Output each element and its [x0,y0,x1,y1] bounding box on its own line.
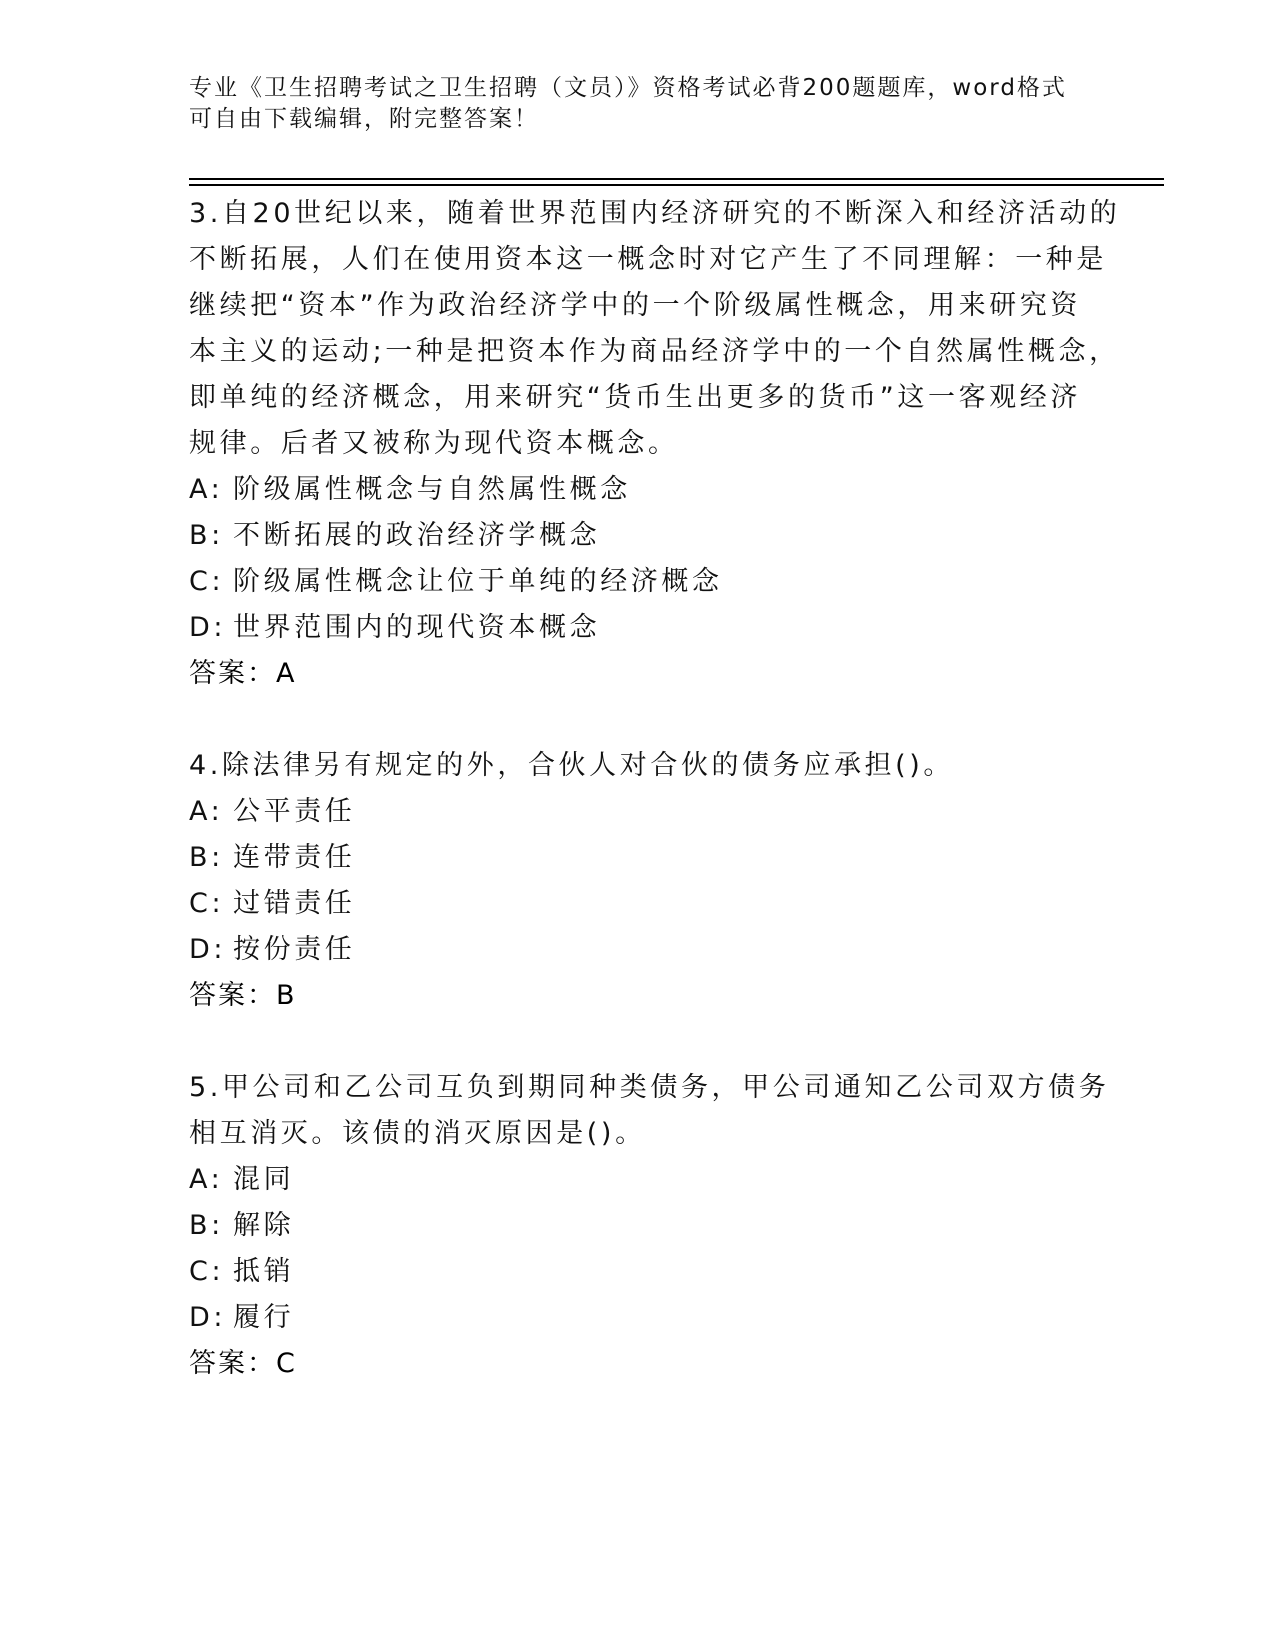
question-3 [189,191,1121,697]
header-line: 可自由下载编辑，附完整答案！ [189,106,539,132]
option-d [189,1295,1089,1341]
question-line: 5.甲公司和乙公司互负到期同种类债务，甲公司通知乙公司双方债务 [189,1072,1110,1103]
answer: 答案：B [189,980,297,1011]
option-letter: B: [189,520,224,551]
question-spacer [189,697,1089,743]
option-letter: C: [189,1256,225,1287]
option-text: 履行 [233,1302,295,1333]
option-a [189,467,1089,513]
option-letter: A: [189,796,224,827]
option-text: 解除 [233,1210,295,1241]
option-a [189,1157,1089,1203]
option-d [189,927,1089,973]
option-letter: D: [189,612,227,643]
answer: 答案：C [189,1348,297,1379]
question-line: 本主义的运动;一种是把资本作为商品经济学中的一个自然属性概念， [189,336,1120,367]
option-letter: D: [189,1302,227,1333]
option-c [189,881,1089,927]
option-text: 阶级属性概念与自然属性概念 [233,474,631,505]
option-text: 过错责任 [233,888,356,919]
option-letter: D: [189,934,227,965]
option-letter: A: [189,474,224,505]
document-header [189,73,1069,135]
option-text: 按份责任 [233,934,356,965]
option-letter: C: [189,888,225,919]
answer: 答案：A [189,658,297,689]
question-line: 继续把“资本”作为政治经济学中的一个阶级属性概念，用来研究资 [189,290,1081,321]
option-text: 抵销 [233,1256,295,1287]
question-line: 相互消灭。该债的消灭原因是()。 [189,1118,646,1149]
option-letter: B: [189,1210,224,1241]
question-text [189,743,1089,789]
question-line: 规律。后者又被称为现代资本概念。 [189,428,679,459]
option-text: 连带责任 [233,842,356,873]
question-line: 即单纯的经济概念，用来研究“货币生出更多的货币”这一客观经济 [189,382,1081,413]
option-letter: C: [189,566,225,597]
header-line: 专业《卫生招聘考试之卫生招聘（文员）》资格考试必背200题题库，word格式 [189,75,1067,101]
option-text: 世界范围内的现代资本概念 [233,612,601,643]
header-divider-top [189,178,1164,180]
option-a [189,789,1089,835]
option-text: 公平责任 [233,796,356,827]
question-list [189,191,1121,1387]
option-b [189,513,1089,559]
header-divider-bottom [189,184,1164,186]
option-c [189,559,1089,605]
question-spacer [189,1019,1089,1065]
option-letter: A: [189,1164,224,1195]
question-line: 不断拓展，人们在使用资本这一概念时对它产生了不同理解：一种是 [189,244,1107,275]
option-c [189,1249,1089,1295]
option-d [189,605,1089,651]
option-text: 阶级属性概念让位于单纯的经济概念 [233,566,723,597]
option-letter: B: [189,842,224,873]
option-text: 不断拓展的政治经济学概念 [233,520,601,551]
question-line: 3.自20世纪以来，随着世界范围内经济研究的不断深入和经济活动的 [189,198,1121,229]
question-5 [189,1065,1110,1387]
option-b [189,1203,1089,1249]
question-text [189,191,1121,467]
question-line: 4.除法律另有规定的外，合伙人对合伙的债务应承担()。 [189,750,955,781]
option-b [189,835,1089,881]
question-text [189,1065,1110,1157]
question-4 [189,743,1089,1019]
option-text: 混同 [233,1164,295,1195]
